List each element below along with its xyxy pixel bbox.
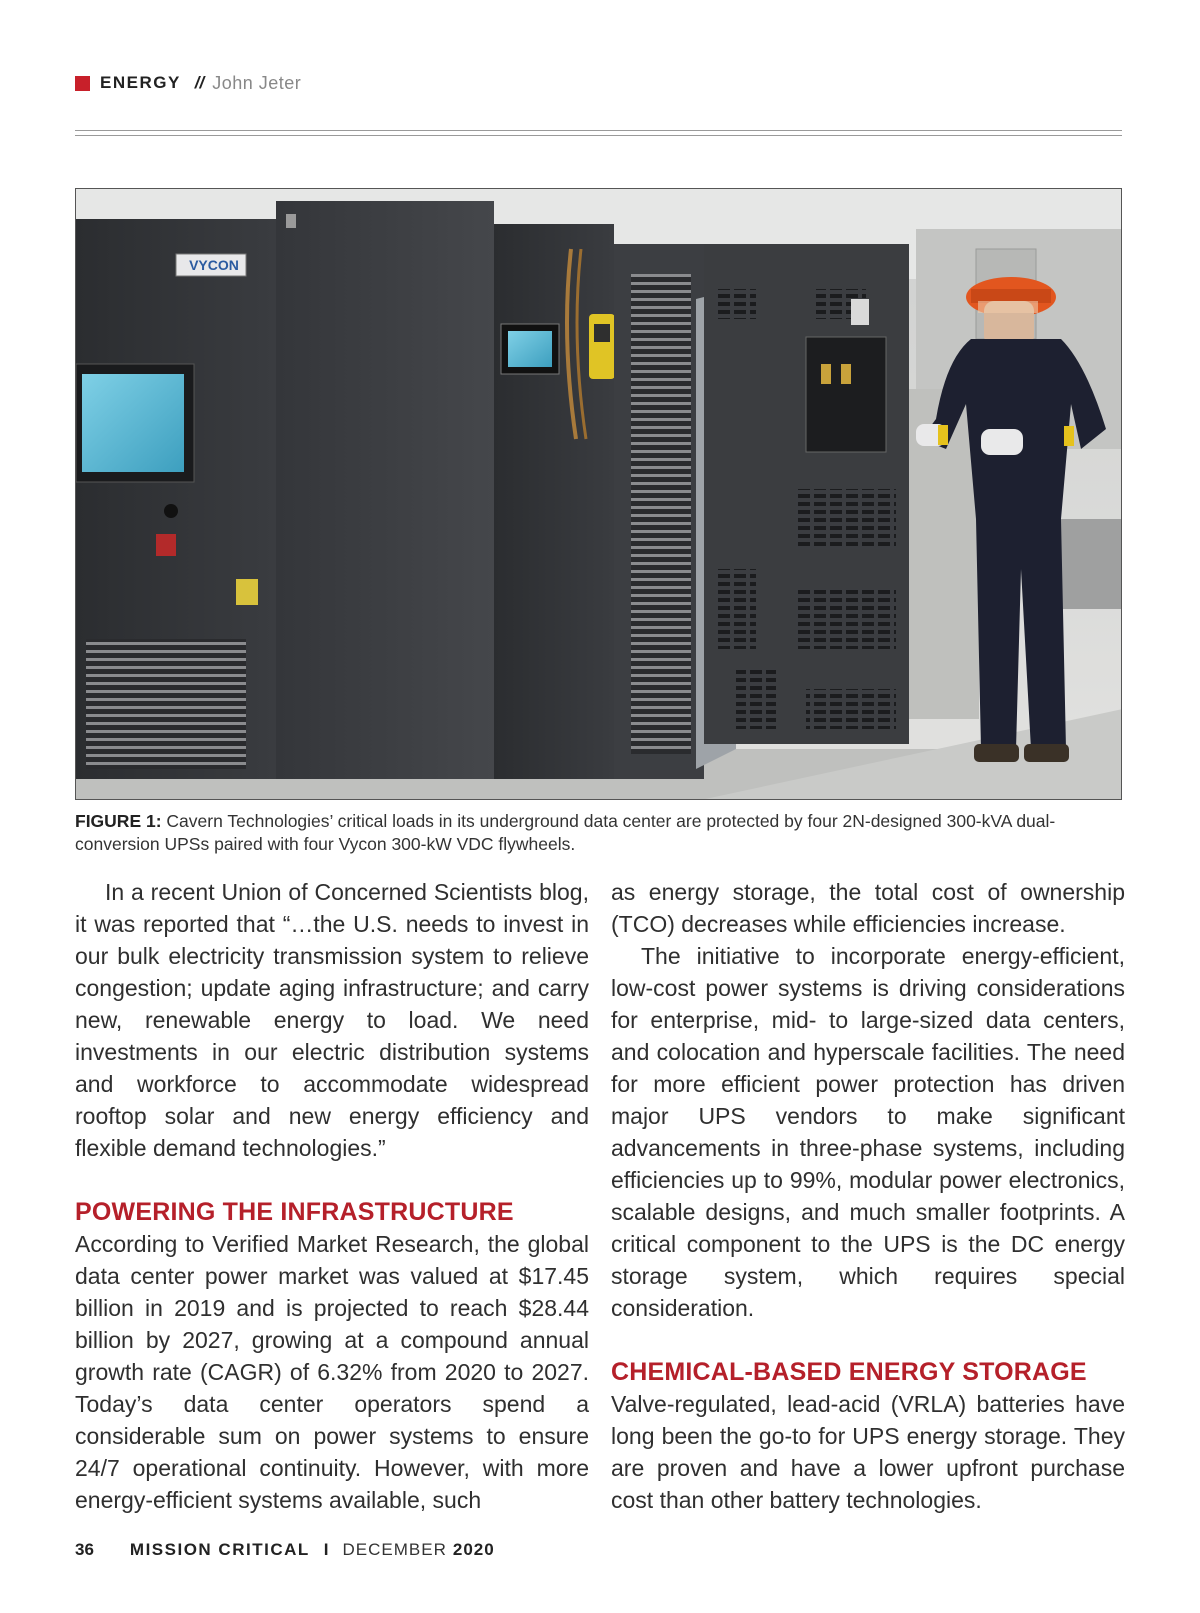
author-name: John Jeter xyxy=(212,72,302,93)
magazine-title: MISSION CRITICAL xyxy=(129,1540,310,1559)
right-paragraph-1: as energy storage, the total cost of ownership (TCO) decreases while efficiencies increase. xyxy=(611,879,1125,937)
ups-flywheel-room-illustration xyxy=(76,189,1122,800)
caption-text: Cavern Technologies’ critical loads in its underground data center are protected by four 2N-designed 300-kVA dual-conversion UPSs paired with four Vycon 300-kW VDC flywheels. xyxy=(75,811,1056,854)
left-paragraph-2: According to Verified Market Research, the global data center power market was valued at $17.45 billion in 2019 and is projected to reach $28.44 billion by 2027, growing at a compound annual growth rate (CAGR) of 6.32% from 2020 to 2027. Today’s data center operators spend a considerable sum on power systems to ensure 24/7 operational continuity. However, with more energy-efficient systems available, such xyxy=(75,1231,589,1513)
issue-year: 2020 xyxy=(452,1540,495,1559)
caption-label: FIGURE 1: xyxy=(75,811,162,831)
page-footer xyxy=(75,1540,495,1560)
right-paragraph-3: Valve-regulated, lead-acid (VRLA) batteries have long been the go-to for UPS energy storage. They are proven and have a lower upfront purchase cost than other battery technologies. xyxy=(611,1391,1125,1513)
heading-powering-infrastructure: POWERING THE INFRASTRUCTURE xyxy=(75,1198,514,1226)
vycon-logo: VYCON xyxy=(189,257,239,273)
heading-chemical-energy-storage: CHEMICAL-BASED ENERGY STORAGE xyxy=(611,1358,1087,1386)
header-rule-bottom xyxy=(75,135,1122,136)
left-paragraph-1: In a recent Union of Concerned Scientists blog, it was reported that “…the U.S. needs to invest in our bulk electricity transmission system to relieve congestion; update aging infrastructure; and carry new, renewable energy to load. We need investments in our electric distribution systems and workforce to accommodate widespread rooftop solar and new energy efficiency and flexible demand technologies.” xyxy=(75,879,589,1161)
issue-month: DECEMBER xyxy=(342,1540,447,1559)
left-column xyxy=(75,876,589,1516)
header-separator: // xyxy=(194,73,205,92)
right-column xyxy=(611,876,1125,1516)
footer-divider: I xyxy=(323,1540,329,1559)
figure-photo xyxy=(75,188,1122,800)
section-name: ENERGY xyxy=(100,73,181,92)
figure-caption xyxy=(75,810,1125,856)
right-paragraph-2: The initiative to incorporate energy-efficient, low-cost power systems is driving considerations for enterprise, mid- to large-sized data centers, and colocation and hyperscale facilities. The need for more efficient power protection has driven major UPS vendors to make significant advancements in three-phase systems, including efficiencies up to 99%, modular power electronics, scalable designs, and much smaller footprints. A critical component to the UPS is the DC energy storage system, which requires special consideration. xyxy=(611,943,1125,1321)
page-number: 36 xyxy=(75,1540,94,1559)
header-rule-top xyxy=(75,130,1122,131)
section-marker-square xyxy=(75,76,90,91)
running-header xyxy=(75,70,301,96)
